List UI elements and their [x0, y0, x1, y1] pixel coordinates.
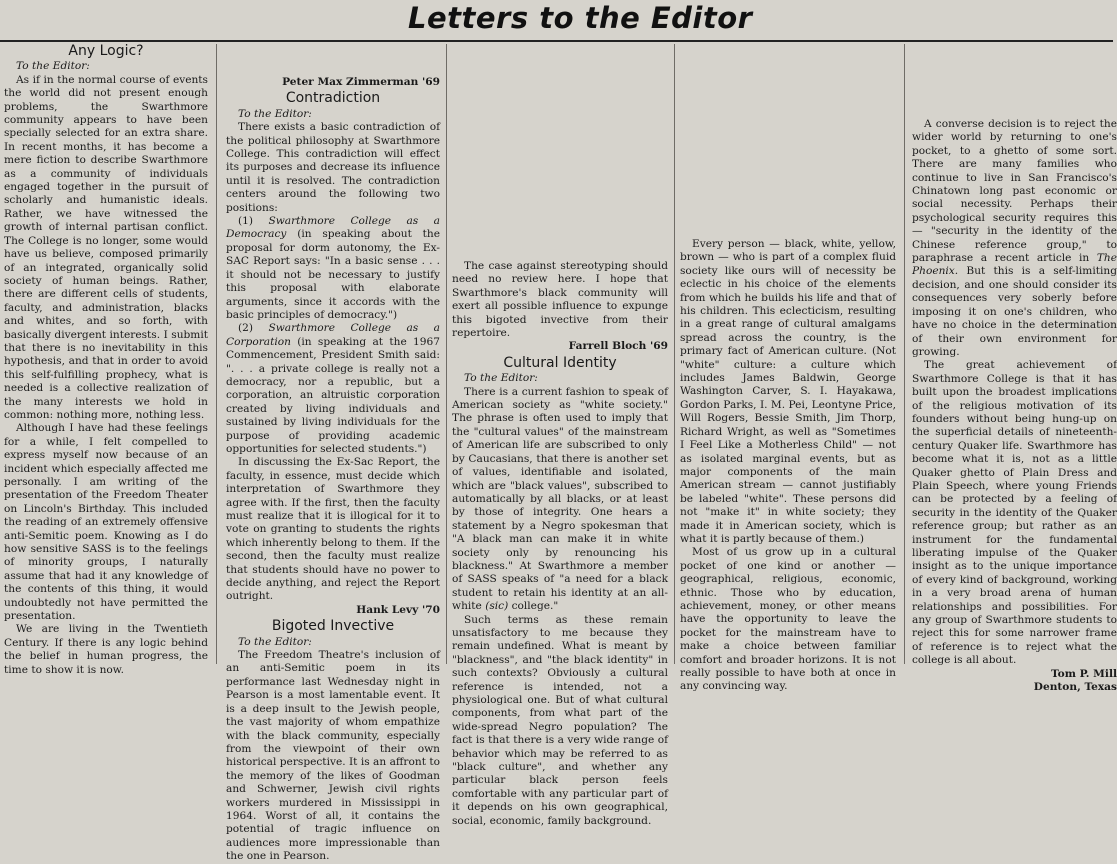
paragraph-text: But this is a self-limiting decision, and one should consider its consequences very soberly before imposing it on one's children, who have no choice in the determination of their own environment for growing.	[912, 265, 1117, 358]
masthead	[0, 0, 1113, 42]
paragraph: As if in the normal course of events the world did not present enough problems, the Swarthmore community appears to have been specially selected for an extra share. In recent months, it has become a mere fiction to describe Swarthmore as a community of individuals engaged together in the pursuit of scholarly and humanistic ideals. Rather, we have witnessed the growth of internal partisan conflict. The College is no longer, some would have us believe, composed primarily of an integrated, organically solid society of human beings. Rather, there are different cells of students, faculty, and administration, blacks and whites, and so forth, with basically divergent interests. I submit that there is no inevitability in this hypothesis, and that in order to avoid this self-fulfilling prophecy, what is needed is a collective realization of the many interests we hold in common: nothing more, nothing less.	[4, 73, 208, 421]
italic-phrase: The Phoenix.	[912, 252, 1117, 278]
italic-phrase: (sic)	[485, 600, 509, 613]
paragraph-text: college."	[511, 600, 559, 613]
paragraph: Most of us grow up in a cultural pocket of one kind or another — geographical, religious, economic, ethnic. Those who by education, achievement, money, or other means have the opportunity to leave the pocket for the mainstream have to make a choice between familiar comfort and broader horizons. It is not really possible to have both at once in any convincing way.	[680, 546, 896, 693]
column-rule	[904, 44, 905, 664]
column-3	[452, 42, 668, 827]
salutation: To the Editor:	[464, 372, 538, 385]
column-5	[912, 42, 1117, 694]
paragraph: The Freedom Theatre's inclusion of an anti-Semitic poem in its performance last Wednesday night in Pearson is a most lamentable event. It is a deep insult to the Jewish people, the vast majority of whom empathize with the black community, especially from the viewpoint of their own historical perspective. It is an affront to the memory of the likes of Goodman and Schwerner, Jewish civil rights workers murdered in Mississippi in 1964. Worst of all, it contains the potential of tragic influence on audiences more impressionable than the one in Pearson.	[226, 649, 440, 863]
column-1	[4, 42, 208, 676]
letter-heading-bigoted-invective: Bigoted Invective	[271, 618, 395, 635]
paragraph-text: There is a current fashion to speak of American society as "white society." The phrase is often used to imply that the "cultural values" of the mainstream of American life are subscribed to only by Caucasians, that there is another set of values, identifiable and isolated, which are "black values", subscribed to automatically by all blacks, or at least by those of integrity. One hears a statement by a Negro spokesman that "A black man can make it in white society only by renouncing his blackness." At Swarthmore a member of SASS speaks of "a need for a black student to retain his identity at an all-white	[452, 385, 668, 613]
paragraph: The case against stereotyping should need no review here. I hope that Swarthmore's black community will exert all possible influence to expunge this bigoted invective from their repertoire.	[452, 260, 668, 340]
letter-heading-any-logic: Any Logic?	[68, 43, 144, 59]
salutation: To the Editor:	[238, 107, 312, 120]
paragraph: Every person — black, white, yellow, brown — who is part of a complex fluid society like ours will of necessity be eclectic in his choice of the elements from which he builds his life and that of his children. This eclecticism, resulting in a great range of cultural amalgams spread across the country, is the primary fact of American culture. (Not "white" culture: a culture which includes James Baldwin, George Washington Carver, S. I. Hayakawa, Gordon Parks, I. M. Pei, Leontyne Price, Will Rogers, Bessie Smith, Jim Thorp, Richard Wright, as well as "Sometimes I Feel Like a Motherless Child" — not as isolated marginal events, but as major components of the main American stream — cannot justifiably be labeled "white". These persons did not "make it" in white society; they made it in American society, which is what it is partly because of them.)	[680, 238, 896, 545]
paragraph	[226, 322, 440, 456]
column-rule	[216, 44, 217, 664]
signature: Peter Max Zimmerman '69	[282, 76, 440, 88]
paragraph: There exists a basic contradiction of the political philosophy at Swarthmore College. This contradiction will effect its purposes and decrease its influence until it is resolved. The contradiction centers around the following two positions:	[226, 121, 440, 214]
paragraph	[912, 118, 1117, 359]
letter-heading-contradiction: Contradiction	[285, 90, 381, 107]
column-rule	[674, 44, 675, 664]
paragraph-text: A converse decision is to reject the wider world by returning to one's pocket, to a ghetto of some sort. There are many families who continue to live in San Francisco's Chinatown long past economic or social necessity. Perhaps their psychological security requires this — "security in the identity of the Chinese reference group," to paraphrase a recent article in	[912, 118, 1117, 265]
paragraph-text: (in speaking about the proposal for dorm autonomy, the Ex-SAC Report says: "In a basic sense . . . it should not be necessary to justify this proposal with elaborate arguments, since it accords with the basic principles of democracy.")	[226, 228, 440, 321]
paragraph	[226, 215, 440, 322]
italic-phrase: Swarthmore College as a Corporation	[226, 322, 440, 348]
list-number: (2)	[238, 322, 254, 335]
salutation: To the Editor:	[16, 60, 90, 73]
paragraph: Although I have had these feelings for a while, I felt compelled to express myself now because of an incident which especially affected me personally. I am writing of the presentation of the Freedom Theater on Lincoln's Birthday. This included the reading of an extremely offensive anti-Semitic poem. Knowing as I do how sensitive SASS is to the feelings of minority groups, I naturally assume that had it any knowledge of the contents of this thing, it would undoubtedly not have permitted the presentation.	[4, 422, 208, 623]
paragraph: The great achievement of Swarthmore College is that it has built upon the broadest implications of the religious motivation of its founders without being hung-up on the superficial details of nineteenth-century Quaker life. Swarthmore has become what it is, not as a little Quaker ghetto of Plain Dress and Plain Speech, where young Friends can be protected by a feeling of security in the identity of the Quaker reference group; but rather as an instrument for the fundamental liberating impulse of the Quaker insight as to the unique importance of every kind of background, working in a very broad arena of human relationships and possibilities. For any group of Swarthmore students to reject this for some narrower frame of reference is to reject what the college is all about.	[912, 359, 1117, 667]
paragraph	[452, 386, 668, 614]
signature: Tom P. Mill	[1050, 667, 1117, 680]
column-4	[680, 42, 896, 693]
paragraph: We are living in the Twentieth Century. If there is any logic behind the belief in human progress, the time to show it is now.	[4, 623, 208, 676]
paragraph-text: (in speaking at the 1967 Commencement, President Smith said: ". . . a private college is really not a democracy, nor a republic, but a corporation, an altruistic corporation created by living individuals and sustained by living individuals for the purpose of providing academic opportunities for selected students.")	[226, 335, 440, 455]
salutation: To the Editor:	[238, 635, 312, 648]
list-number: (1)	[238, 215, 254, 228]
italic-phrase: Swarthmore College as a Democracy	[226, 215, 440, 241]
paragraph: In discussing the Ex-Sac Report, the faculty, in essence, must decide which interpretation of Swarthmore they agree with. If the first, then the faculty must realize that it is illogical for it to vote on granting to students the rights which inherently belong to them. If the second, then the faculty must realize that students should have no power to decide anything, and reject the Report outright.	[226, 456, 440, 603]
page-title: Letters to the Editor	[408, 1, 753, 35]
signature: Farrell Bloch '69	[568, 340, 668, 353]
column-2	[226, 42, 440, 863]
letter-heading-cultural-identity: Cultural Identity	[503, 354, 617, 371]
signature: Hank Levy '70	[356, 603, 440, 616]
column-rule	[446, 44, 447, 664]
paragraph: Such terms as these remain unsatisfactory to me because they remain undefined. What is meant by "blackness", and "the black identity" in such contexts? Obviously a cultural reference is intended, not a physiological one. But of what cultural components, from what part of the wide-spread Negro population? The fact is that there is a very wide range of behavior which may be referred to as "black culture", and whether any particular black person feels comfortable with any particular part of it depends on his own geographical, social, economic, family background.	[452, 613, 668, 827]
signature-location: Denton, Texas	[1033, 681, 1117, 694]
